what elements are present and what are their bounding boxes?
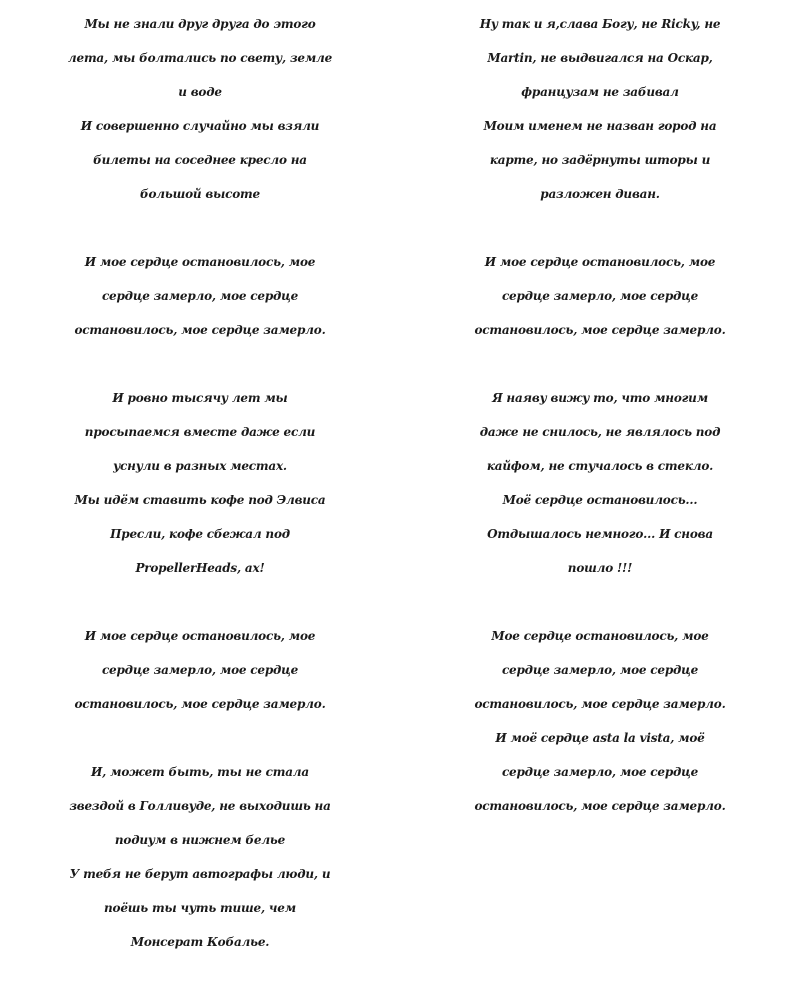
lyrics-column-right [400, 0, 800, 991]
lyric-line: пошло !!! [567, 561, 633, 575]
verse-1 [0, 7, 400, 211]
lyric-line: И ровно тысячу лет мы [112, 391, 288, 405]
lyric-line: Мы не знали друг друга до этого [84, 17, 316, 31]
lyric-line: большой высоте [140, 187, 260, 201]
lyric-line: и воде [178, 85, 222, 99]
lyric-line: карте, но задёрнуты шторы и [489, 153, 711, 167]
verse-2 [400, 381, 800, 585]
lyric-line: PropellerHeads, ах! [135, 561, 265, 575]
lyric-line: лета, мы болтались по свету, земле [67, 51, 333, 65]
chorus-2 [400, 619, 800, 823]
lyric-line: билеты на соседнее кресло на [93, 153, 307, 167]
lyric-line: сердце замерло, мое сердце [501, 765, 699, 779]
lyric-line: Мое сердце остановилось, мое [491, 629, 709, 643]
lyric-line: остановилось, мое сердце замерло. [474, 799, 726, 813]
lyric-line: Моё сердце остановилось... [502, 493, 698, 507]
lyric-line: остановилось, мое сердце замерло. [474, 323, 726, 337]
stanza-gap [0, 347, 400, 381]
stanza-gap [0, 211, 400, 245]
lyric-line: Martin, не выдвигался на Оскар, [487, 51, 713, 65]
lyric-line: И моё сердце asta la vista, моё [495, 731, 705, 745]
lyric-line: поёшь ты чуть тише, чем [104, 901, 296, 915]
lyric-line: просыпаемся вместе даже если [84, 425, 316, 439]
lyric-line: звездой в Голливуде, не выходишь на [69, 799, 331, 813]
stanza-gap [400, 585, 800, 619]
lyric-line: И мое сердце остановилось, мое [484, 255, 716, 269]
lyric-line: остановилось, мое сердце замерло. [74, 697, 326, 711]
lyric-line: Ну так и я,слава Богу, не Ricky, не [479, 17, 721, 31]
lyric-line: подиум в нижнем белье [114, 833, 286, 847]
chorus-2 [0, 619, 400, 721]
lyric-line: Я наяву вижу то, что многим [492, 391, 708, 405]
lyric-line: Пресли, кофе сбежал под [110, 527, 290, 541]
stanza-gap [400, 347, 800, 381]
lyric-line: И мое сердце остановилось, мое [84, 629, 316, 643]
lyric-line: даже не снилось, не являлось под [479, 425, 721, 439]
lyric-line: Моим именем не назван город на [483, 119, 717, 133]
lyric-line: Монсерат Кобалье. [130, 935, 270, 949]
chorus-1 [400, 245, 800, 347]
lyric-line: Мы идём ставить кофе под Элвиса [74, 493, 326, 507]
lyric-line: остановилось, мое сердце замерло. [474, 697, 726, 711]
stanza-gap [0, 585, 400, 619]
stanza-gap [400, 211, 800, 245]
lyric-line: сердце замерло, мое сердце [101, 289, 299, 303]
lyric-line: кайфом, не стучалось в стекло. [486, 459, 714, 473]
lyric-line: остановилось, мое сердце замерло. [74, 323, 326, 337]
verse-3 [0, 755, 400, 959]
lyric-line: уснули в разных местах. [113, 459, 287, 473]
lyric-line: И мое сердце остановилось, мое [84, 255, 316, 269]
lyric-line: У тебя не берут автографы люди, и [69, 867, 331, 881]
lyric-line: И совершенно случайно мы взяли [80, 119, 320, 133]
lyric-line: Отдышалось немного... И снова [487, 527, 713, 541]
lyric-line: французам не забивал [521, 85, 679, 99]
lyric-line: сердце замерло, мое сердце [501, 289, 699, 303]
lyric-line: сердце замерло, мое сердце [101, 663, 299, 677]
chorus-1 [0, 245, 400, 347]
lyric-line: сердце замерло, мое сердце [501, 663, 699, 677]
verse-2 [0, 381, 400, 585]
verse-1 [400, 7, 800, 211]
stanza-gap [0, 721, 400, 755]
lyric-line: И, может быть, ты не стала [91, 765, 309, 779]
lyric-line: разложен диван. [540, 187, 660, 201]
